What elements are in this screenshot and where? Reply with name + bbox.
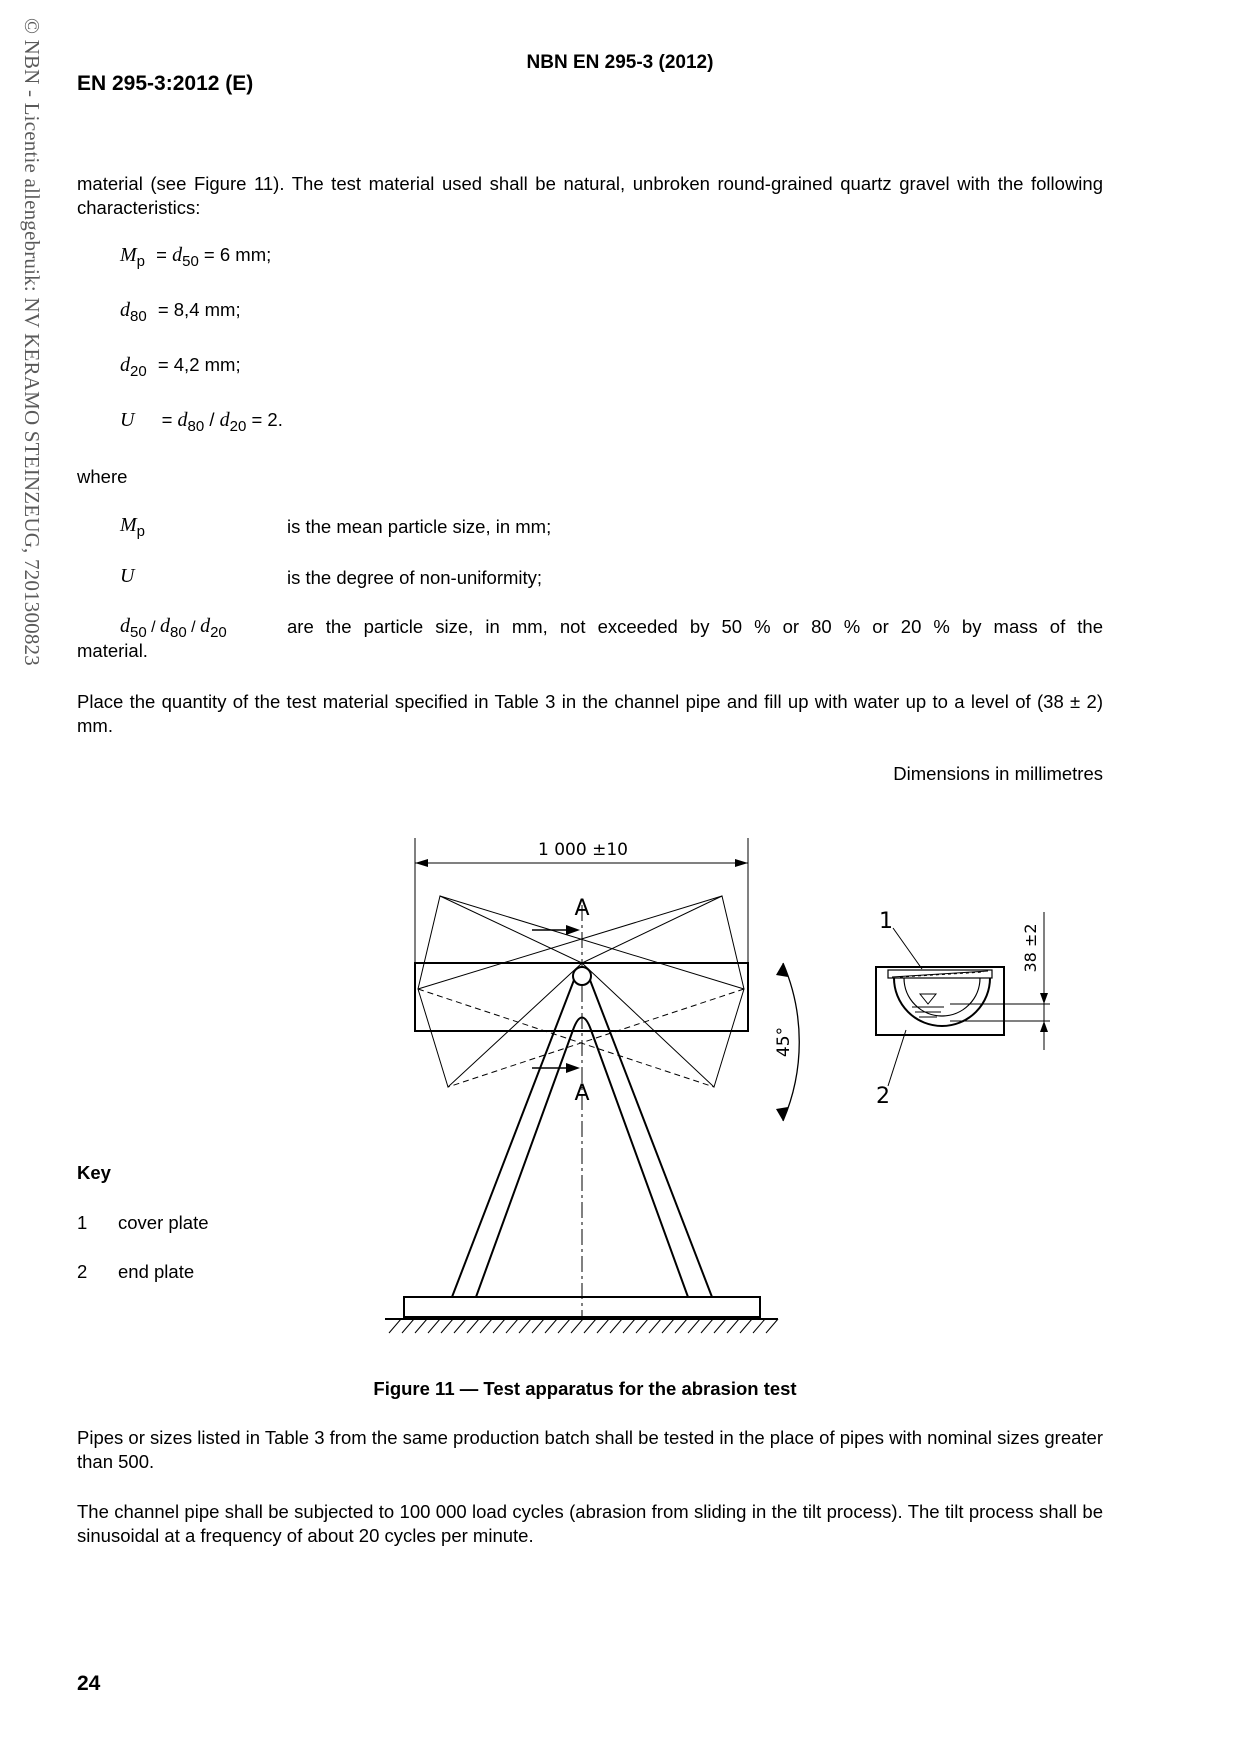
cycles-paragraph: The channel pipe shall be subjected to 100 000 load cycles (abrasion from sliding in the tilt process). The tilt process shall be sinusoidal at a frequency of about 20 cycles per minute. — [77, 1501, 1103, 1546]
def-d-continuation: material. — [77, 640, 148, 661]
def-d-symbol: d50 / d80 / d20 — [120, 615, 227, 641]
formula-d80: $d_{80} = 8,4$ mm; — [120, 299, 241, 325]
pipes-paragraph: Pipes or sizes listed in Table 3 from the same production batch shall be tested in the place of pipes with nominal sizes greater than 500. — [77, 1427, 1103, 1472]
def-u-symbol: U — [120, 565, 135, 587]
angle-label: 45° — [774, 1026, 794, 1058]
figure-caption: Figure 11 — Test apparatus for the abrasion test — [373, 1378, 797, 1399]
def-mp-symbol: Mp — [120, 514, 146, 540]
header-standard-nbn: NBN EN 295-3 (2012) — [526, 52, 714, 73]
header-standard-en: EN 295-3:2012 (E) — [77, 72, 254, 95]
key-title: Key — [77, 1162, 111, 1183]
key-item-2-label: end plate — [118, 1261, 195, 1282]
section-label-bottom: A — [574, 1081, 590, 1106]
key-item-2-number: 2 — [77, 1261, 88, 1282]
dim-height-label: 38 ±2 — [1021, 923, 1040, 973]
def-mp-text: is the mean particle size, in mm; — [287, 516, 552, 537]
key-item-1-label: cover plate — [118, 1212, 209, 1233]
callout-1: 1 — [879, 909, 893, 934]
dim-length-label: 1 000 ±10 — [538, 840, 628, 860]
def-d-text: are the particle size, in mm, not exceeded by 50 % or 80 % or 20 % by mass of the — [287, 616, 1103, 637]
intro-paragraph: material (see Figure 11). The test material used shall be natural, unbroken round-grained quartz gravel with the following characteristics: — [77, 173, 1103, 218]
dimensions-note: Dimensions in millimetres — [893, 763, 1103, 784]
formula-u: $U = d_{80} / d_{20} = 2$. — [120, 409, 283, 435]
section-label-top: A — [574, 896, 590, 921]
place-paragraph: Place the quantity of the test material specified in Table 3 in the channel pipe and fill up with water up to a level of (38 ± 2) mm. — [77, 691, 1103, 736]
formula-d20: $d_{20} = 4,2$ mm; — [120, 354, 241, 380]
copyright-watermark: © NBN - Licentie allengebruik: NV KERAMO STEINZEUG, 7201300823 — [20, 18, 44, 666]
key-item-1-number: 1 — [77, 1212, 88, 1233]
formula-mp: $M_p = d_{50} = 6$ mm; — [120, 244, 272, 270]
where-label: where — [77, 466, 128, 487]
callout-2: 2 — [876, 1084, 890, 1109]
page-number: 24 — [77, 1672, 101, 1695]
def-u-text: is the degree of non-uniformity; — [287, 567, 543, 588]
